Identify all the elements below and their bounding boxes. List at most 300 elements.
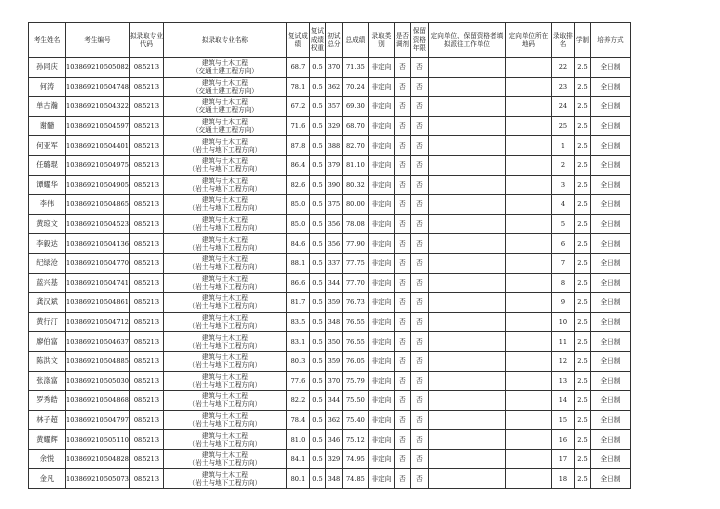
cell-target-unit: [428, 293, 505, 313]
cell-admission-type: 非定向: [368, 58, 394, 78]
cell-retest-weight: 0.5: [309, 293, 325, 313]
major-name-line2: （岩土与地下工程方向）: [188, 224, 262, 233]
cell-adjusted: 否: [394, 214, 410, 234]
cell-total-score: 77.75: [342, 253, 368, 273]
cell-retest-score: 82.2: [286, 391, 309, 411]
cell-name: 罗秀皓: [29, 391, 66, 411]
cell-adjusted: 否: [394, 116, 410, 136]
cell-retest-score: 83.1: [286, 332, 309, 352]
cell-target-unit: [428, 332, 505, 352]
cell-study-mode: 全日制: [590, 469, 630, 489]
cell-admission-type: 非定向: [368, 469, 394, 489]
major-name-line1: 建筑与土木工程: [201, 157, 249, 166]
table-row: [29, 273, 631, 293]
cell-study-mode: 全日制: [590, 371, 630, 391]
major-name-line2: （岩土与地下工程方向）: [188, 478, 262, 487]
table-row: [29, 253, 631, 273]
cell-retest-weight: 0.5: [309, 136, 325, 156]
cell-exam-id: 103869210505110: [66, 430, 130, 450]
cell-total-score: 75.12: [342, 430, 368, 450]
cell-duration: 2.5: [574, 214, 590, 234]
cell-duration: 2.5: [574, 469, 590, 489]
cell-duration: 2.5: [574, 195, 590, 215]
cell-target-location: [505, 312, 551, 332]
cell-duration: 2.5: [574, 371, 590, 391]
cell-retest-score: 86.4: [286, 155, 309, 175]
cell-retest-weight: 0.5: [309, 116, 325, 136]
cell-admission-type: 非定向: [368, 195, 394, 215]
cell-total-score: 74.95: [342, 449, 368, 469]
cell-admission-type: 非定向: [368, 97, 394, 117]
cell-target-unit: [428, 371, 505, 391]
cell-major-name: [163, 371, 286, 391]
cell-initial-total: 370: [325, 58, 342, 78]
cell-exam-id: 103869210504523: [66, 214, 130, 234]
header-admission-type: 录取类别: [368, 23, 394, 58]
cell-retest-score: 87.8: [286, 136, 309, 156]
cell-admission-type: 非定向: [368, 351, 394, 371]
cell-study-mode: 全日制: [590, 77, 630, 97]
cell-major-code: 085213: [129, 136, 163, 156]
major-name-line2: （交通土建工程方向）: [191, 106, 258, 115]
cell-retest-weight: 0.5: [309, 195, 325, 215]
cell-exam-id: 103869210504905: [66, 175, 130, 195]
header-rank: 录取排名: [551, 23, 574, 58]
cell-major-name: [163, 469, 286, 489]
cell-adjusted: 否: [394, 312, 410, 332]
cell-exam-id: 103869210504637: [66, 332, 130, 352]
cell-total-score: 68.70: [342, 116, 368, 136]
major-name-line2: （岩土与地下工程方向）: [188, 459, 262, 468]
major-name-line1: 建筑与土木工程: [201, 314, 249, 323]
cell-adjusted: 否: [394, 351, 410, 371]
cell-total-score: 76.55: [342, 312, 368, 332]
cell-name: 金凡: [29, 469, 66, 489]
cell-rank: 7: [551, 253, 574, 273]
cell-major-name: [163, 175, 286, 195]
cell-initial-total: 359: [325, 293, 342, 313]
table-row: [29, 293, 631, 313]
cell-admission-type: 非定向: [368, 312, 394, 332]
cell-admission-type: 非定向: [368, 253, 394, 273]
cell-major-code: 085213: [129, 332, 163, 352]
cell-duration: 2.5: [574, 155, 590, 175]
cell-rank: 2: [551, 155, 574, 175]
cell-retest-weight: 0.5: [309, 175, 325, 195]
cell-name: 廖伯富: [29, 332, 66, 352]
cell-major-code: 085213: [129, 155, 163, 175]
cell-reserve-years: 否: [410, 410, 428, 430]
cell-major-code: 085213: [129, 97, 163, 117]
cell-adjusted: 否: [394, 332, 410, 352]
table-header: [29, 23, 631, 58]
cell-study-mode: 全日制: [590, 410, 630, 430]
cell-study-mode: 全日制: [590, 234, 630, 254]
cell-admission-type: 非定向: [368, 136, 394, 156]
cell-study-mode: 全日制: [590, 136, 630, 156]
cell-major-name: [163, 332, 286, 352]
cell-rank: 16: [551, 430, 574, 450]
cell-admission-type: 非定向: [368, 449, 394, 469]
cell-duration: 2.5: [574, 312, 590, 332]
cell-initial-total: 356: [325, 234, 342, 254]
cell-name: 李伟: [29, 195, 66, 215]
header-row: [29, 23, 631, 58]
cell-target-location: [505, 410, 551, 430]
cell-rank: 25: [551, 116, 574, 136]
cell-major-code: 085213: [129, 214, 163, 234]
cell-reserve-years: 否: [410, 97, 428, 117]
cell-target-location: [505, 391, 551, 411]
cell-reserve-years: 否: [410, 332, 428, 352]
cell-exam-id: 103869210504797: [66, 410, 130, 430]
table-row: [29, 77, 631, 97]
cell-initial-total: 370: [325, 371, 342, 391]
cell-retest-score: 77.6: [286, 371, 309, 391]
cell-name: 李毅达: [29, 234, 66, 254]
cell-major-code: 085213: [129, 234, 163, 254]
major-name-line2: （岩土与地下工程方向）: [188, 322, 262, 331]
cell-reserve-years: 否: [410, 175, 428, 195]
cell-target-unit: [428, 351, 505, 371]
major-name-line2: （交通土建工程方向）: [191, 86, 258, 95]
cell-major-name: [163, 293, 286, 313]
major-name-line1: 建筑与土木工程: [201, 118, 249, 127]
cell-adjusted: 否: [394, 195, 410, 215]
major-name-line1: 建筑与土木工程: [201, 431, 249, 440]
cell-retest-weight: 0.5: [309, 430, 325, 450]
header-retest-score: 复试成绩: [286, 23, 309, 58]
admission-list-table: [28, 22, 631, 489]
cell-duration: 2.5: [574, 58, 590, 78]
cell-name: 黄行汀: [29, 312, 66, 332]
cell-rank: 8: [551, 273, 574, 293]
table-row: [29, 58, 631, 78]
cell-duration: 2.5: [574, 351, 590, 371]
header-retest-weight: 复试成绩权重: [309, 23, 325, 58]
cell-reserve-years: 否: [410, 77, 428, 97]
cell-major-name: [163, 116, 286, 136]
cell-major-code: 085213: [129, 469, 163, 489]
cell-name: 余悦: [29, 449, 66, 469]
major-name-line1: 建筑与土木工程: [201, 392, 249, 401]
cell-retest-weight: 0.5: [309, 371, 325, 391]
cell-target-location: [505, 234, 551, 254]
cell-target-unit: [428, 97, 505, 117]
table-row: [29, 469, 631, 489]
cell-retest-score: 78.4: [286, 410, 309, 430]
cell-adjusted: 否: [394, 136, 410, 156]
cell-initial-total: 329: [325, 449, 342, 469]
cell-study-mode: 全日制: [590, 312, 630, 332]
cell-study-mode: 全日制: [590, 58, 630, 78]
cell-admission-type: 非定向: [368, 234, 394, 254]
cell-target-unit: [428, 214, 505, 234]
cell-study-mode: 全日制: [590, 155, 630, 175]
cell-retest-weight: 0.5: [309, 273, 325, 293]
cell-target-unit: [428, 449, 505, 469]
cell-retest-score: 85.0: [286, 195, 309, 215]
cell-rank: 24: [551, 97, 574, 117]
cell-rank: 4: [551, 195, 574, 215]
cell-target-unit: [428, 116, 505, 136]
cell-retest-weight: 0.5: [309, 469, 325, 489]
major-name-line2: （岩土与地下工程方向）: [188, 361, 262, 370]
cell-total-score: 80.32: [342, 175, 368, 195]
cell-duration: 2.5: [574, 253, 590, 273]
cell-admission-type: 非定向: [368, 175, 394, 195]
table-row: [29, 116, 631, 136]
cell-major-code: 085213: [129, 410, 163, 430]
cell-initial-total: 356: [325, 214, 342, 234]
table-body: [29, 58, 631, 489]
cell-retest-score: 68.7: [286, 58, 309, 78]
cell-rank: 11: [551, 332, 574, 352]
cell-study-mode: 全日制: [590, 351, 630, 371]
table-row: [29, 391, 631, 411]
cell-total-score: 80.00: [342, 195, 368, 215]
major-name-line1: 建筑与土木工程: [201, 470, 249, 479]
cell-retest-score: 85.0: [286, 214, 309, 234]
cell-reserve-years: 否: [410, 371, 428, 391]
cell-target-location: [505, 253, 551, 273]
major-name-line2: （岩土与地下工程方向）: [188, 243, 262, 252]
cell-study-mode: 全日制: [590, 293, 630, 313]
cell-retest-score: 83.5: [286, 312, 309, 332]
cell-adjusted: 否: [394, 77, 410, 97]
cell-target-unit: [428, 155, 505, 175]
cell-reserve-years: 否: [410, 351, 428, 371]
cell-target-unit: [428, 136, 505, 156]
table-row: [29, 175, 631, 195]
table-row: [29, 332, 631, 352]
cell-duration: 2.5: [574, 293, 590, 313]
major-name-line2: （岩土与地下工程方向）: [188, 184, 262, 193]
header-adjusted: 是否调剂: [394, 23, 410, 58]
cell-major-name: [163, 253, 286, 273]
cell-retest-score: 86.6: [286, 273, 309, 293]
cell-initial-total: 346: [325, 430, 342, 450]
cell-target-unit: [428, 77, 505, 97]
cell-name: 谭耀华: [29, 175, 66, 195]
cell-total-score: 76.73: [342, 293, 368, 313]
major-name-line1: 建筑与土木工程: [201, 235, 249, 244]
cell-name: 黄耀辉: [29, 430, 66, 450]
cell-adjusted: 否: [394, 449, 410, 469]
cell-initial-total: 329: [325, 116, 342, 136]
major-name-line2: （岩土与地下工程方向）: [188, 439, 262, 448]
cell-exam-id: 103869210505073: [66, 469, 130, 489]
cell-major-code: 085213: [129, 273, 163, 293]
cell-name: 何涛: [29, 77, 66, 97]
cell-adjusted: 否: [394, 273, 410, 293]
cell-major-name: [163, 234, 286, 254]
cell-target-location: [505, 136, 551, 156]
header-duration: 学制: [574, 23, 590, 58]
cell-name: 何亚军: [29, 136, 66, 156]
header-major-name: 拟录取专业名称: [163, 23, 286, 58]
cell-major-code: 085213: [129, 371, 163, 391]
cell-major-name: [163, 195, 286, 215]
cell-total-score: 75.79: [342, 371, 368, 391]
cell-target-location: [505, 77, 551, 97]
cell-retest-score: 88.1: [286, 253, 309, 273]
table-row: [29, 214, 631, 234]
cell-exam-id: 103869210504741: [66, 273, 130, 293]
cell-retest-score: 81.0: [286, 430, 309, 450]
cell-rank: 5: [551, 214, 574, 234]
cell-reserve-years: 否: [410, 195, 428, 215]
cell-retest-score: 82.6: [286, 175, 309, 195]
cell-target-location: [505, 351, 551, 371]
cell-admission-type: 非定向: [368, 77, 394, 97]
cell-reserve-years: 否: [410, 58, 428, 78]
cell-exam-id: 103869210504828: [66, 449, 130, 469]
cell-rank: 12: [551, 351, 574, 371]
header-reserve-years: 保留资格年限: [410, 23, 428, 58]
major-name-line2: （岩土与地下工程方向）: [188, 165, 262, 174]
cell-reserve-years: 否: [410, 155, 428, 175]
cell-study-mode: 全日制: [590, 214, 630, 234]
cell-major-code: 085213: [129, 77, 163, 97]
cell-initial-total: 379: [325, 155, 342, 175]
major-name-line1: 建筑与土木工程: [201, 59, 249, 68]
cell-reserve-years: 否: [410, 449, 428, 469]
cell-major-code: 085213: [129, 391, 163, 411]
major-name-line2: （岩土与地下工程方向）: [188, 419, 262, 428]
cell-initial-total: 390: [325, 175, 342, 195]
cell-adjusted: 否: [394, 97, 410, 117]
table-row: [29, 449, 631, 469]
major-name-line1: 建筑与土木工程: [201, 98, 249, 107]
cell-initial-total: 359: [325, 351, 342, 371]
major-name-line1: 建筑与土木工程: [201, 255, 249, 264]
cell-name: 纪绿沧: [29, 253, 66, 273]
major-name-line1: 建筑与土木工程: [201, 294, 249, 303]
cell-initial-total: 348: [325, 312, 342, 332]
cell-target-unit: [428, 273, 505, 293]
major-name-line1: 建筑与土木工程: [201, 451, 249, 460]
cell-initial-total: 344: [325, 273, 342, 293]
cell-name: 任璐琨: [29, 155, 66, 175]
cell-adjusted: 否: [394, 371, 410, 391]
cell-exam-id: 103869210504770: [66, 253, 130, 273]
cell-initial-total: 350: [325, 332, 342, 352]
cell-retest-score: 84.1: [286, 449, 309, 469]
major-name-line1: 建筑与土木工程: [201, 333, 249, 342]
cell-exam-id: 103869210504136: [66, 234, 130, 254]
major-name-line2: （岩土与地下工程方向）: [188, 380, 262, 389]
cell-reserve-years: 否: [410, 214, 428, 234]
header-study-mode: 培养方式: [590, 23, 630, 58]
cell-target-location: [505, 195, 551, 215]
cell-study-mode: 全日制: [590, 195, 630, 215]
table-row: [29, 430, 631, 450]
cell-total-score: 69.30: [342, 97, 368, 117]
cell-total-score: 76.55: [342, 332, 368, 352]
cell-rank: 9: [551, 293, 574, 313]
cell-total-score: 76.05: [342, 351, 368, 371]
cell-duration: 2.5: [574, 175, 590, 195]
cell-rank: 23: [551, 77, 574, 97]
cell-retest-score: 80.3: [286, 351, 309, 371]
table-row: [29, 155, 631, 175]
cell-target-unit: [428, 58, 505, 78]
cell-retest-score: 80.1: [286, 469, 309, 489]
cell-rank: 10: [551, 312, 574, 332]
cell-duration: 2.5: [574, 97, 590, 117]
cell-rank: 22: [551, 58, 574, 78]
cell-exam-id: 103869210504865: [66, 195, 130, 215]
cell-major-name: [163, 351, 286, 371]
cell-total-score: 81.10: [342, 155, 368, 175]
cell-admission-type: 非定向: [368, 293, 394, 313]
cell-retest-weight: 0.5: [309, 410, 325, 430]
cell-name: 张涤富: [29, 371, 66, 391]
major-name-line2: （岩土与地下工程方向）: [188, 145, 262, 154]
cell-target-location: [505, 469, 551, 489]
cell-admission-type: 非定向: [368, 332, 394, 352]
header-target-location: 定向单位所在地码: [505, 23, 551, 58]
major-name-line2: （岩土与地下工程方向）: [188, 282, 262, 291]
cell-duration: 2.5: [574, 430, 590, 450]
cell-target-location: [505, 214, 551, 234]
cell-study-mode: 全日制: [590, 273, 630, 293]
cell-exam-id: 103869210505030: [66, 371, 130, 391]
cell-target-location: [505, 430, 551, 450]
table-row: [29, 136, 631, 156]
cell-total-score: 70.24: [342, 77, 368, 97]
cell-initial-total: 348: [325, 469, 342, 489]
cell-exam-id: 103869210504868: [66, 391, 130, 411]
major-name-line1: 建筑与土木工程: [201, 353, 249, 362]
cell-exam-id: 103869210504597: [66, 116, 130, 136]
cell-target-unit: [428, 195, 505, 215]
table-row: [29, 351, 631, 371]
cell-name: 谢髓: [29, 116, 66, 136]
cell-adjusted: 否: [394, 175, 410, 195]
cell-target-location: [505, 371, 551, 391]
cell-study-mode: 全日制: [590, 175, 630, 195]
table-row: [29, 312, 631, 332]
table-row: [29, 195, 631, 215]
cell-target-unit: [428, 391, 505, 411]
cell-major-name: [163, 430, 286, 450]
cell-duration: 2.5: [574, 234, 590, 254]
cell-major-code: 085213: [129, 58, 163, 78]
cell-study-mode: 全日制: [590, 253, 630, 273]
cell-study-mode: 全日制: [590, 391, 630, 411]
cell-major-name: [163, 77, 286, 97]
cell-target-location: [505, 273, 551, 293]
cell-total-score: 75.40: [342, 410, 368, 430]
cell-major-name: [163, 136, 286, 156]
cell-adjusted: 否: [394, 469, 410, 489]
cell-name: 龚汉斌: [29, 293, 66, 313]
cell-admission-type: 非定向: [368, 273, 394, 293]
cell-initial-total: 337: [325, 253, 342, 273]
cell-retest-score: 81.7: [286, 293, 309, 313]
cell-duration: 2.5: [574, 77, 590, 97]
cell-rank: 14: [551, 391, 574, 411]
cell-retest-score: 84.6: [286, 234, 309, 254]
cell-admission-type: 非定向: [368, 214, 394, 234]
cell-adjusted: 否: [394, 253, 410, 273]
cell-retest-weight: 0.5: [309, 351, 325, 371]
cell-admission-type: 非定向: [368, 430, 394, 450]
major-name-line2: （交通土建工程方向）: [191, 126, 258, 135]
cell-initial-total: 362: [325, 410, 342, 430]
